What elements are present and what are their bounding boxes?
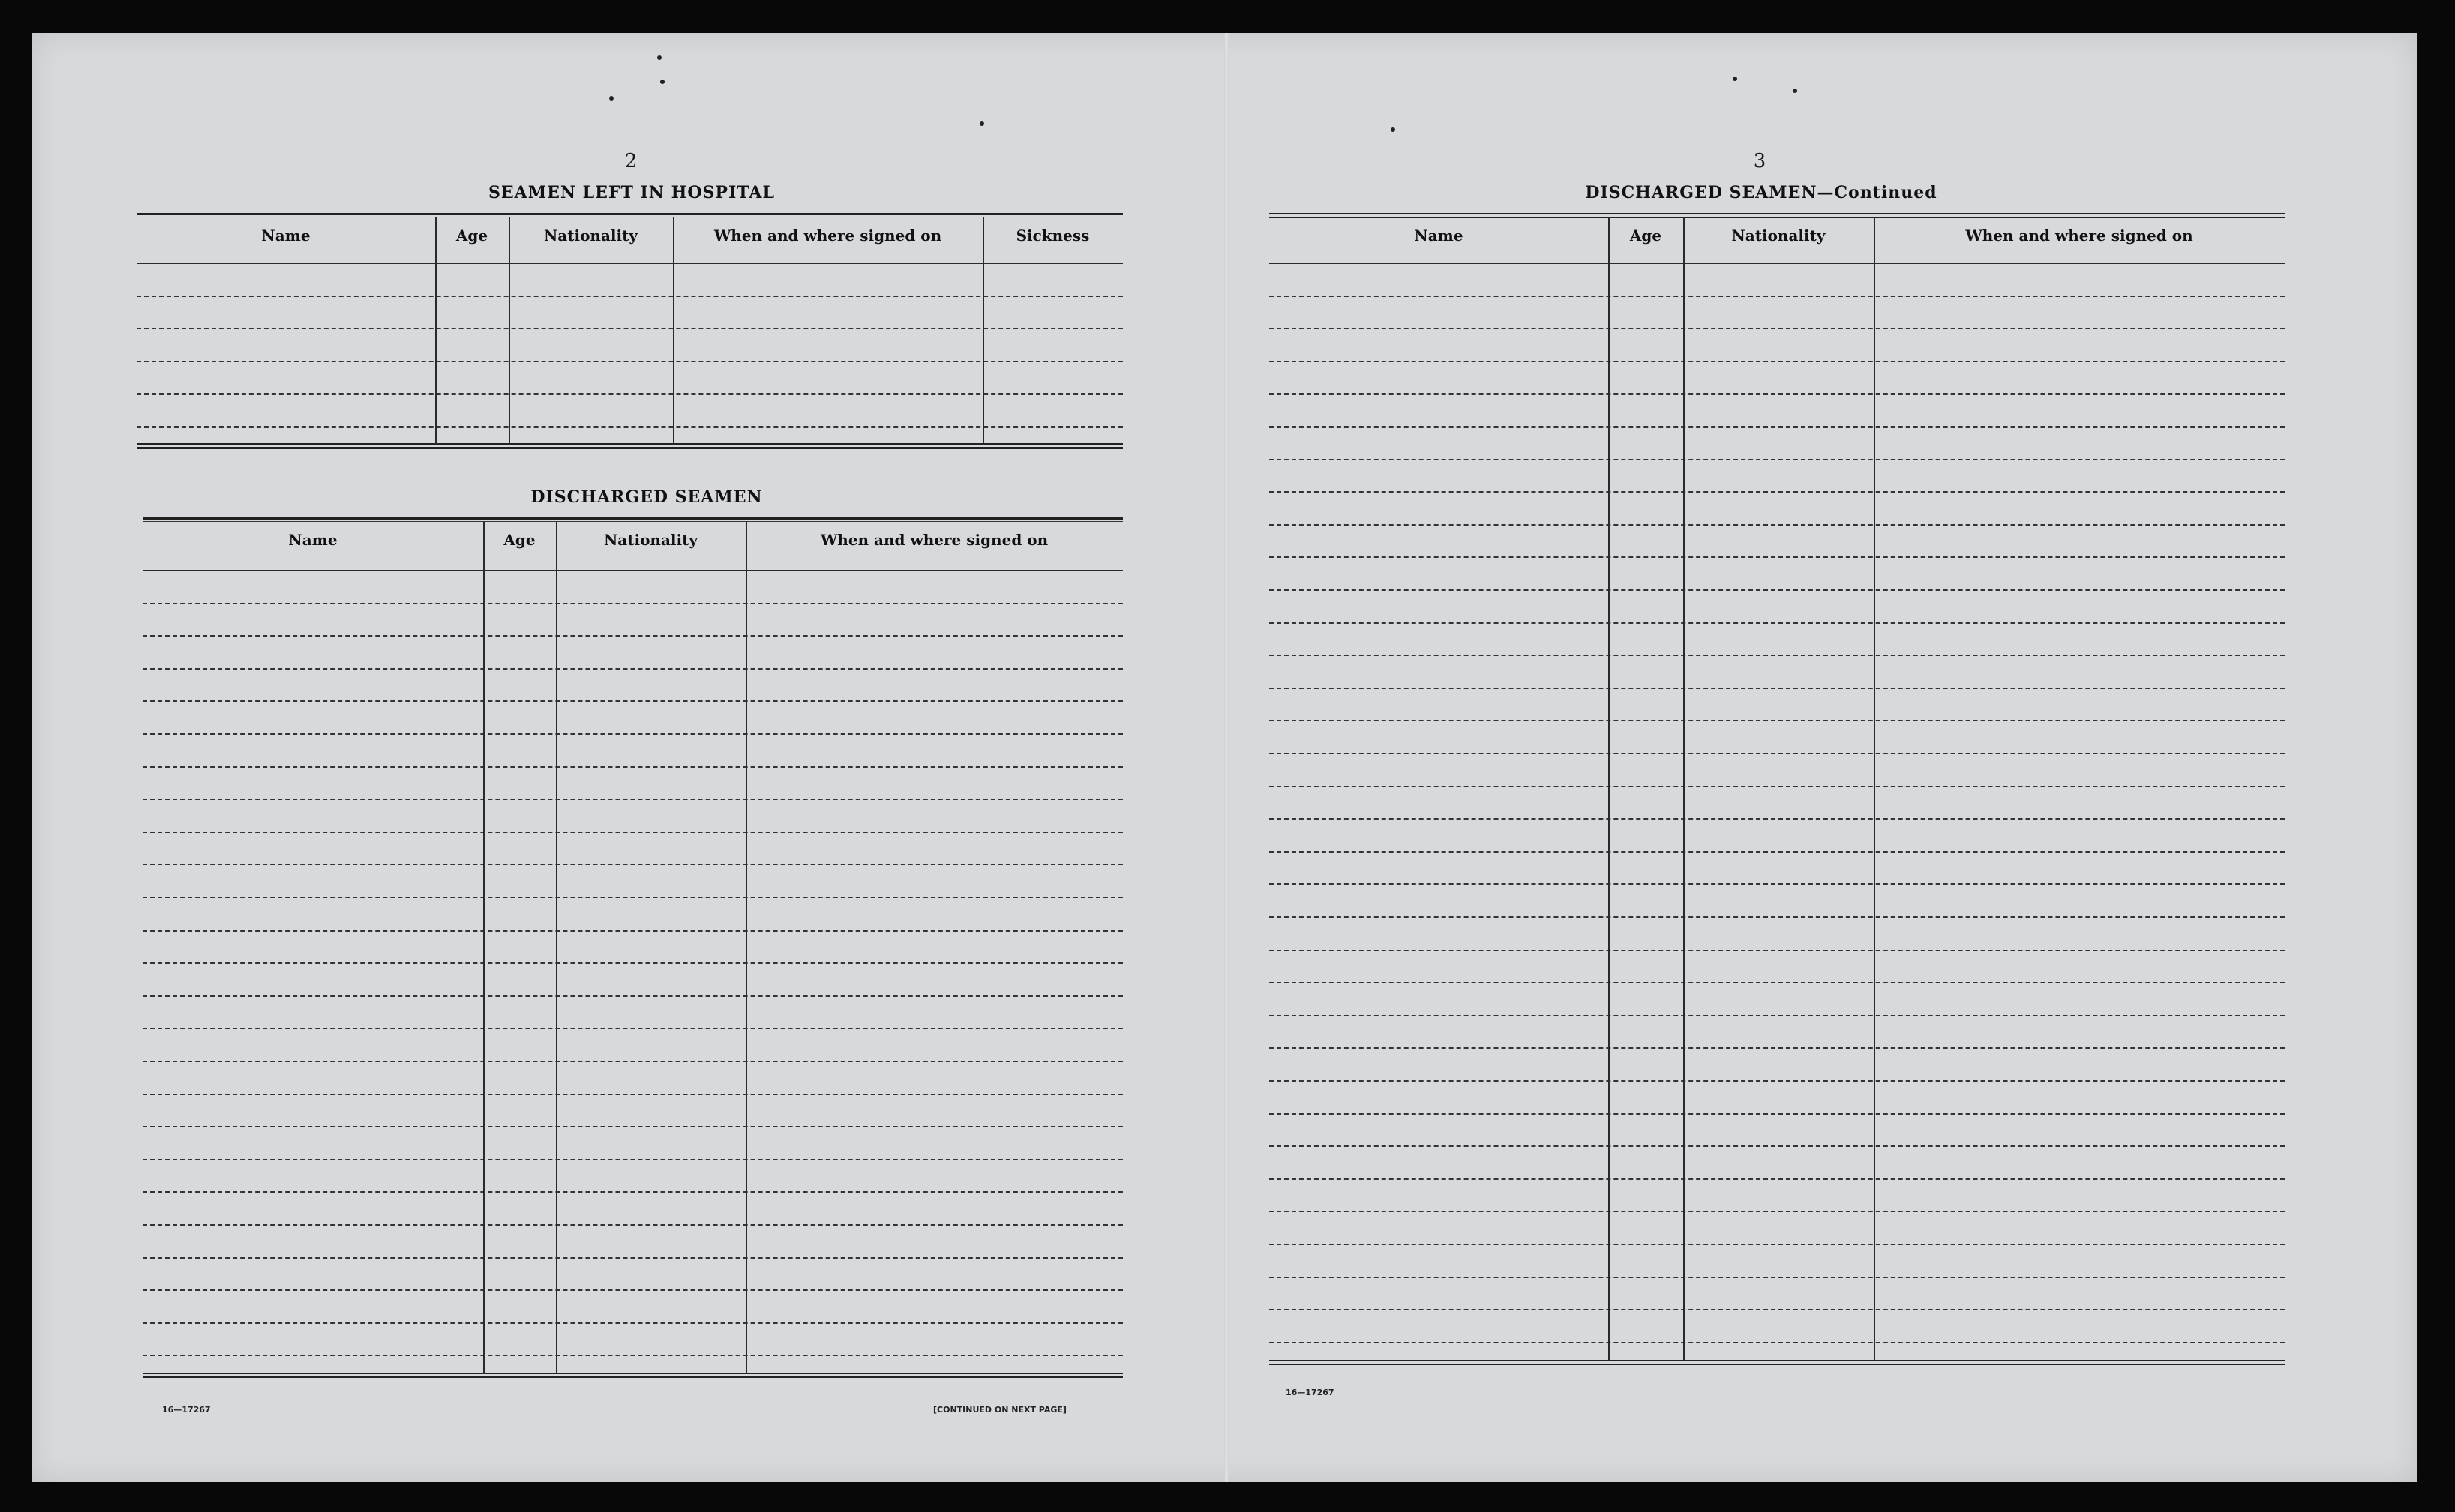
- column-header: Sickness: [1016, 226, 1090, 244]
- table-row: [143, 1289, 1123, 1291]
- table-row: [137, 328, 1123, 329]
- table-row: [1269, 1145, 2285, 1147]
- table-row: [1269, 590, 2285, 591]
- speck: [1793, 88, 1797, 93]
- table-row: [1269, 361, 2285, 362]
- table-top-rule: [143, 518, 1123, 522]
- left-page: [32, 33, 1224, 1482]
- table-row: [1269, 1047, 2285, 1048]
- column-divider: [673, 218, 674, 445]
- column-header: Nationality: [544, 226, 638, 244]
- table-row: [1269, 1080, 2285, 1082]
- column-header: Age: [455, 226, 488, 244]
- table-row: [143, 1257, 1123, 1258]
- column-header: Age: [503, 531, 536, 549]
- table-row: [143, 734, 1123, 735]
- table-bottom-rule: [1269, 1360, 2285, 1365]
- column-header: When and where signed on: [713, 226, 942, 244]
- column-divider: [556, 522, 557, 1374]
- table-row: [143, 766, 1123, 768]
- page-number: 3: [1753, 150, 1766, 172]
- column-divider: [1683, 218, 1685, 1361]
- column-header: Name: [1414, 226, 1463, 244]
- table-row: [1269, 786, 2285, 788]
- header-rule: [1269, 262, 2285, 264]
- table-row: [143, 832, 1123, 833]
- continued-note: [CONTINUED ON NEXT PAGE]: [933, 1405, 1067, 1414]
- table-row: [1269, 720, 2285, 722]
- table-row: [137, 426, 1123, 428]
- column-divider: [746, 522, 747, 1374]
- table-row: [143, 930, 1123, 932]
- table-row: [1269, 1210, 2285, 1212]
- discharged-continued-title: DISCHARGED SEAMEN—Continued: [1585, 183, 1937, 202]
- right-page: [1229, 33, 2417, 1482]
- table-row: [1269, 459, 2285, 460]
- table-row: [143, 603, 1123, 604]
- table-row: [1269, 622, 2285, 624]
- table-row: [1269, 1309, 2285, 1310]
- table-row: [143, 962, 1123, 964]
- speck: [980, 122, 984, 126]
- table-row: [1269, 753, 2285, 754]
- form-code: 16—17267: [1286, 1388, 1334, 1397]
- header-rule: [143, 570, 1123, 572]
- column-header: When and where signed on: [1965, 226, 2193, 244]
- column-divider: [483, 522, 485, 1374]
- table-top-rule: [137, 213, 1123, 218]
- table-row: [143, 864, 1123, 866]
- table-row: [143, 897, 1123, 898]
- table-row: [143, 635, 1123, 637]
- table-row: [1269, 524, 2285, 526]
- speck: [1391, 128, 1395, 132]
- table-bottom-rule: [137, 443, 1123, 448]
- table-row: [143, 1094, 1123, 1095]
- column-divider: [983, 218, 984, 445]
- discharged-section-title: DISCHARGED SEAMEN: [530, 488, 763, 507]
- table-row: [143, 1224, 1123, 1226]
- table-row: [143, 1191, 1123, 1192]
- column-header: Nationality: [604, 531, 698, 549]
- table-row: [143, 668, 1123, 670]
- page-number: 2: [624, 150, 638, 172]
- form-code: 16—17267: [162, 1405, 211, 1414]
- table-top-rule: [1269, 213, 2285, 218]
- table-row: [143, 1060, 1123, 1062]
- speck: [1733, 76, 1737, 81]
- table-row: [1269, 688, 2285, 689]
- table-row: [1269, 1113, 2285, 1114]
- table-row: [137, 361, 1123, 362]
- table-row: [1269, 296, 2285, 297]
- column-divider: [435, 218, 437, 445]
- column-header: Age: [1629, 226, 1662, 244]
- document-sheet: [32, 33, 2417, 1482]
- speck: [609, 96, 614, 100]
- header-rule: [137, 262, 1123, 264]
- table-row: [143, 700, 1123, 702]
- column-header: Nationality: [1731, 226, 1826, 244]
- table-row: [1269, 426, 2285, 428]
- column-header: Name: [288, 531, 338, 549]
- column-divider: [509, 218, 510, 445]
- table-row: [137, 296, 1123, 297]
- table-row: [137, 393, 1123, 394]
- table-row: [1269, 916, 2285, 918]
- table-bottom-rule: [143, 1372, 1123, 1378]
- table-row: [1269, 1178, 2285, 1180]
- table-row: [1269, 1244, 2285, 1245]
- table-row: [1269, 655, 2285, 656]
- table-row: [1269, 328, 2285, 329]
- column-divider: [1874, 218, 1875, 1361]
- table-row: [143, 995, 1123, 997]
- table-row: [1269, 1276, 2285, 1278]
- table-row: [1269, 950, 2285, 951]
- table-row: [1269, 851, 2285, 853]
- table-row: [1269, 393, 2285, 394]
- speck: [657, 56, 662, 60]
- table-row: [1269, 982, 2285, 983]
- table-row: [143, 1028, 1123, 1029]
- speck: [660, 80, 665, 84]
- table-row: [143, 1354, 1123, 1356]
- table-row: [143, 1322, 1123, 1324]
- table-row: [143, 799, 1123, 800]
- table-row: [1269, 491, 2285, 493]
- table-row: [1269, 1342, 2285, 1343]
- table-row: [1269, 1015, 2285, 1016]
- table-row: [143, 1126, 1123, 1127]
- hospital-section-title: SEAMEN LEFT IN HOSPITAL: [488, 183, 775, 202]
- table-row: [1269, 556, 2285, 558]
- table-row: [1269, 818, 2285, 820]
- column-header: Name: [261, 226, 311, 244]
- column-divider: [1608, 218, 1610, 1361]
- column-header: When and where signed on: [820, 531, 1049, 549]
- table-row: [1269, 884, 2285, 885]
- table-row: [143, 1159, 1123, 1160]
